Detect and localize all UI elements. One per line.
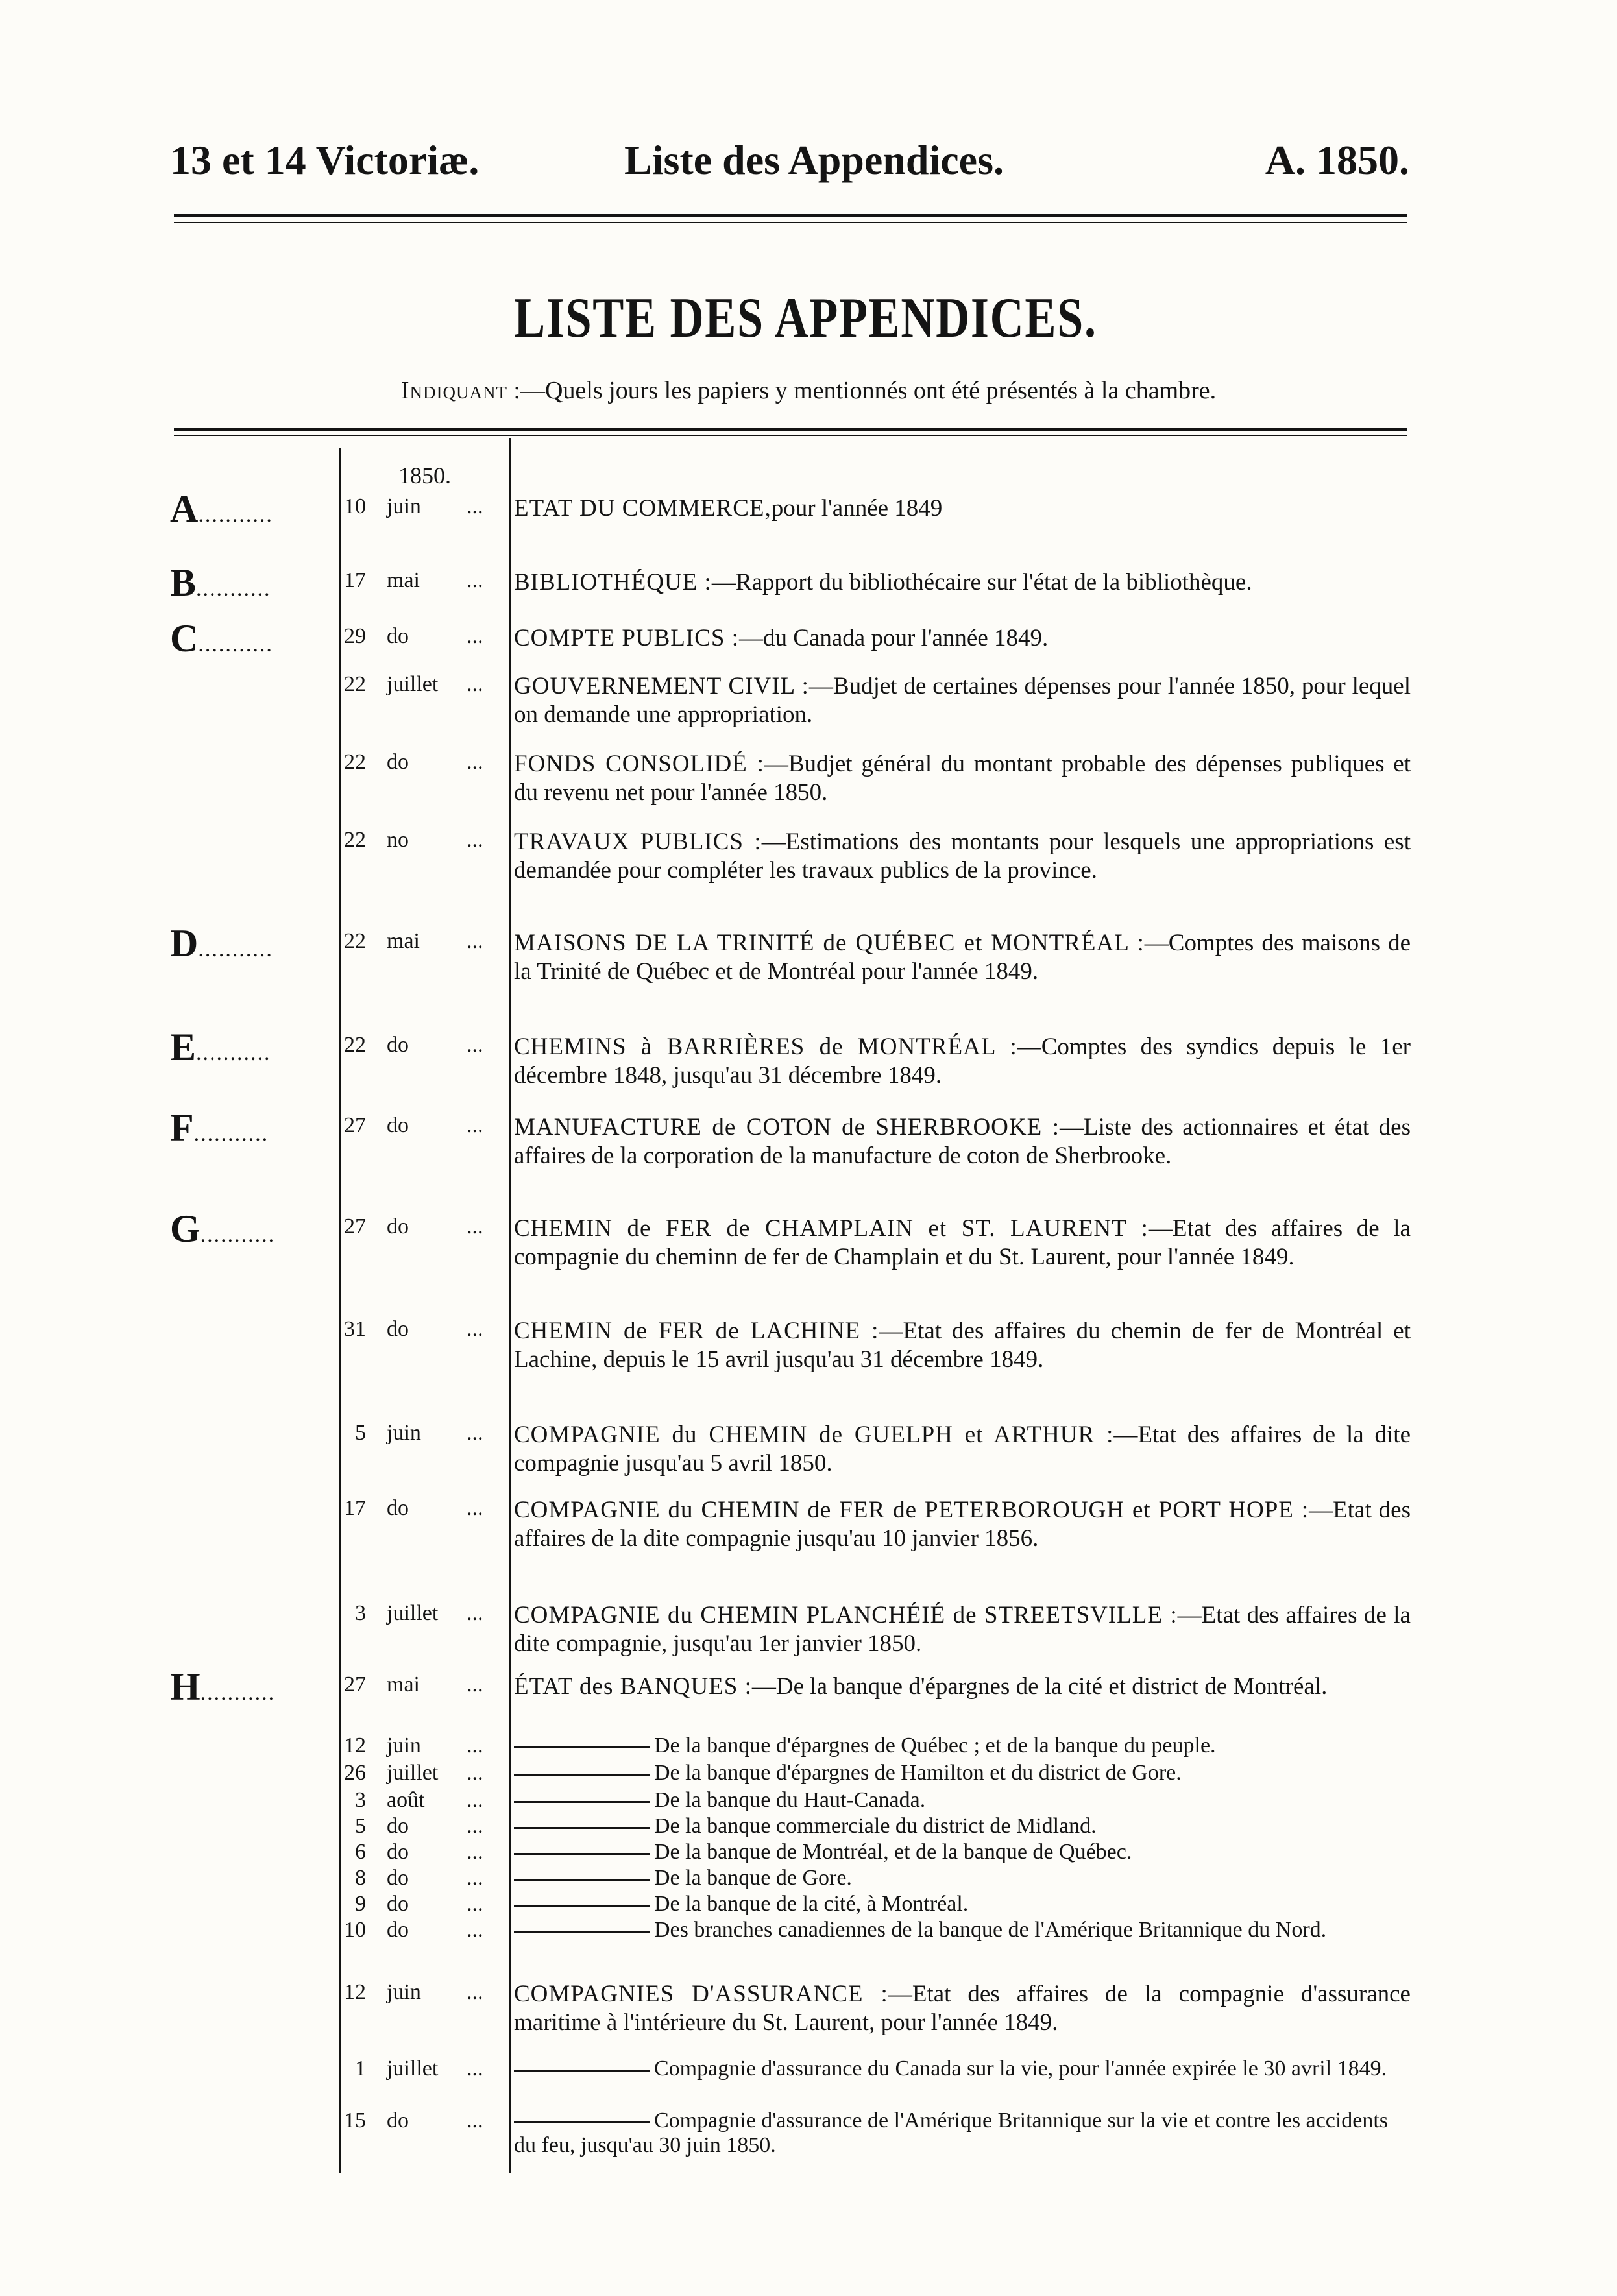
entry-day: 22	[344, 750, 366, 774]
bank-text: De la banque commerciale du district de Midland.	[654, 1814, 1097, 1838]
entry-heading: FONDS CONSOLIDÉ :	[514, 751, 764, 777]
entry-description	[514, 828, 1411, 885]
entry-day: 27	[344, 1673, 366, 1697]
entry-description	[514, 1214, 1411, 1272]
entry-description	[514, 624, 1411, 653]
entry-month: mai	[387, 929, 420, 953]
entry-heading: COMPTE PUBLICS :	[514, 625, 740, 651]
date-leader-dots: ...	[467, 1601, 483, 1625]
appendix-letter: G...........	[170, 1207, 276, 1250]
entry-text: —Budjet général du montant probable des dépenses publiques et du revenu net pour l'année 1850.	[514, 751, 1411, 806]
entry-description	[514, 568, 1411, 597]
entry-heading: COMPAGNIE du CHEMIN de GUELPH et ARTHUR :	[514, 1421, 1114, 1448]
entry-heading: MANUFACTURE de COTON de SHERBROOKE :	[514, 1114, 1060, 1141]
date-leader-dots: ...	[467, 1113, 483, 1137]
entry-description	[514, 1317, 1411, 1374]
entry-text: —De la banque d'épargnes de la cité et district de Montréal.	[751, 1673, 1328, 1700]
insurance-text: Compagnie d'assurance de l'Amérique Britannique sur la vie et contre les accidents du feu, jusqu'au 30 juin 1850.	[514, 2109, 1389, 2157]
entry-description	[514, 1421, 1411, 1478]
entry-month: no	[387, 828, 409, 852]
bank-description	[514, 1918, 1411, 1942]
entry-description	[514, 1113, 1411, 1170]
date-leader-dots: ...	[467, 2057, 483, 2081]
entry-heading: BIBLIOTHÉQUE :	[514, 569, 712, 596]
ditto-dash	[514, 1931, 650, 1933]
entry-day: 1	[355, 2057, 366, 2081]
entry-description	[514, 1496, 1411, 1553]
page-title: LISTE DES APPENDICES.	[513, 287, 1097, 350]
date-leader-dots: ...	[467, 1892, 483, 1916]
entry-month: do	[387, 1892, 409, 1916]
entry-description	[514, 929, 1411, 986]
appendix-letter: C...........	[170, 617, 273, 660]
appendix-letter: D...........	[170, 922, 273, 965]
date-leader-dots: ...	[467, 1814, 483, 1838]
entry-month: do	[387, 1317, 409, 1341]
entry-month: do	[387, 1496, 409, 1520]
bank-text: Des branches canadiennes de la banque de l'Amérique Britannique du Nord.	[654, 1918, 1327, 1942]
bank-description	[514, 1734, 1411, 1758]
entry-month: do	[387, 1214, 409, 1239]
bank-description	[514, 1814, 1411, 1839]
date-leader-dots: ...	[467, 828, 483, 852]
entry-month: do	[387, 1814, 409, 1838]
date-leader-dots: ...	[467, 1918, 483, 1942]
entry-text: —Rapport du bibliothécaire sur l'état de la bibliothèque.	[711, 569, 1252, 596]
date-leader-dots: ...	[467, 1866, 483, 1890]
entry-month: do	[387, 2109, 409, 2133]
date-leader-dots: ...	[467, 1761, 483, 1785]
entry-heading: CHEMINS à BARRIÈRES de MONTRÉAL :	[514, 1033, 1017, 1060]
entry-description	[514, 1673, 1411, 1701]
entry-day: 12	[344, 1980, 366, 2004]
entry-description	[514, 750, 1411, 807]
entry-month: juillet	[387, 2057, 439, 2081]
table-rule-bottom	[174, 435, 1407, 436]
bank-description	[514, 1840, 1411, 1865]
entry-month: do	[387, 750, 409, 774]
entry-day: 27	[344, 1113, 366, 1137]
table-rule-top	[174, 428, 1407, 431]
entry-text: —Comptes des maisons de la Trinité de Québec et de Montréal pour l'année 1849.	[514, 930, 1411, 985]
entry-heading: CHEMIN de FER de CHAMPLAIN et ST. LAURENT :	[514, 1215, 1149, 1242]
date-leader-dots: ...	[467, 568, 483, 592]
subtitle-text: :—Quels jours les papiers y mentionnés ont été présentés à la chambre.	[513, 377, 1217, 404]
appendix-letter: E...........	[170, 1026, 271, 1069]
date-leader-dots: ...	[467, 1214, 483, 1239]
date-leader-dots: ...	[467, 1980, 483, 2004]
bank-description	[514, 1892, 1411, 1916]
entry-text: —Etat des affaires de la dite compagnie jusqu'au 10 janvier 1856.	[514, 1497, 1411, 1552]
entry-text: —Etat des affaires de la dite compagnie jusqu'au 5 avril 1850.	[514, 1421, 1411, 1477]
entry-day: 27	[344, 1214, 366, 1239]
ditto-dash	[514, 1746, 650, 1748]
entry-text: —Liste des actionnaires et état des affaires de la corporation de la manufacture de coton de Sherbrooke.	[514, 1114, 1411, 1169]
entry-day: 22	[344, 672, 366, 696]
entry-month: do	[387, 624, 409, 648]
entry-heading: COMPAGNIES D'ASSURANCE :	[514, 1981, 888, 2007]
entry-day: 22	[344, 929, 366, 953]
entry-month: mai	[387, 568, 420, 592]
entry-day: 17	[344, 568, 366, 592]
entry-day: 3	[355, 1601, 366, 1625]
date-leader-dots: ...	[467, 1317, 483, 1341]
entry-description	[514, 1980, 1411, 2037]
entry-day: 3	[355, 1788, 366, 1812]
entry-month: do	[387, 1918, 409, 1942]
date-leader-dots: ...	[467, 1840, 483, 1864]
date-leader-dots: ...	[467, 1673, 483, 1697]
entry-heading: COMPAGNIE du CHEMIN PLANCHÉIÉ de STREETSVILLE :	[514, 1602, 1178, 1628]
entry-text: —Etat des affaires de la compagnie d'assurance maritime à l'intérieure du St. Laurent, pour l'année 1849.	[514, 1981, 1411, 2036]
column-divider-right	[509, 438, 511, 2173]
entry-day: 22	[344, 828, 366, 852]
bank-description	[514, 1761, 1411, 1785]
date-leader-dots: ...	[467, 750, 483, 774]
appendix-letter: F...........	[170, 1106, 269, 1149]
entry-month: juin	[387, 1980, 421, 2004]
entry-day: 31	[344, 1317, 366, 1341]
entry-description	[514, 1033, 1411, 1090]
header-right: A. 1850.	[1265, 137, 1409, 183]
header-center: Liste des Appendices.	[624, 137, 1004, 183]
entry-month: do	[387, 1840, 409, 1864]
entry-description	[514, 1601, 1411, 1658]
entry-month: do	[387, 1866, 409, 1890]
entry-day: 5	[355, 1421, 366, 1445]
bank-text: De la banque d'épargnes de Québec ; et de la banque du peuple.	[654, 1734, 1216, 1758]
date-leader-dots: ...	[467, 624, 483, 648]
ditto-dash	[514, 2121, 650, 2123]
entry-day: 10	[344, 494, 366, 518]
entry-text: —Etat des affaires de la dite compagnie, jusqu'au 1er janvier 1850.	[514, 1602, 1411, 1657]
entry-heading: CHEMIN de FER de LACHINE :	[514, 1318, 879, 1344]
date-leader-dots: ...	[467, 1496, 483, 1520]
entry-text: —Estimations des montants pour lesquels une appropriations est demandée pour compléter les travaux publics de la province.	[514, 828, 1411, 884]
entry-day: 29	[344, 624, 366, 648]
entry-text: pour l'année 1849	[771, 495, 943, 522]
date-leader-dots: ...	[467, 1033, 483, 1057]
entry-day: 9	[355, 1892, 366, 1916]
entry-month: juin	[387, 1734, 421, 1758]
year-label: 1850.	[398, 463, 451, 489]
entry-month: mai	[387, 1673, 420, 1697]
bank-text: De la banque d'épargnes de Hamilton et du district de Gore.	[654, 1761, 1182, 1785]
ditto-dash	[514, 1827, 650, 1829]
ditto-dash	[514, 1774, 650, 1776]
entry-month: juin	[387, 1421, 421, 1445]
date-leader-dots: ...	[467, 1421, 483, 1445]
bank-description	[514, 1866, 1411, 1891]
entry-text: —Etat des affaires de la compagnie du cheminn de fer de Champlain et du St. Laurent, pour l'année 1849.	[514, 1215, 1411, 1270]
entry-heading: GOUVERNEMENT CIVIL :	[514, 673, 809, 699]
entry-day: 8	[355, 1866, 366, 1890]
entry-month: juillet	[387, 1601, 439, 1625]
insurance-description	[514, 2057, 1411, 2081]
ditto-dash	[514, 2070, 650, 2072]
header-left: 13 et 14 Victoriæ.	[170, 137, 480, 183]
entry-heading: TRAVAUX PUBLICS :	[514, 828, 762, 855]
entry-day: 17	[344, 1496, 366, 1520]
entry-day: 22	[344, 1033, 366, 1057]
running-header	[170, 136, 1409, 195]
entry-text: —Comptes des syndics depuis le 1er décembre 1848, jusqu'au 31 décembre 1849.	[514, 1033, 1411, 1089]
header-rule-top	[174, 214, 1407, 217]
page-subtitle	[0, 376, 1617, 405]
appendix-letter: A...........	[170, 487, 273, 530]
entry-heading: COMPAGNIE du CHEMIN de FER de PETERBOROUGH et PORT HOPE :	[514, 1497, 1309, 1523]
entry-month: do	[387, 1033, 409, 1057]
entry-month: juillet	[387, 672, 439, 696]
date-leader-dots: ...	[467, 2109, 483, 2133]
bank-text: De la banque de la cité, à Montréal.	[654, 1892, 969, 1916]
entry-month: août	[387, 1788, 425, 1812]
appendix-letter: H...........	[170, 1665, 276, 1708]
entry-description	[514, 672, 1411, 729]
bank-text: De la banque de Gore.	[654, 1866, 852, 1890]
entry-day: 5	[355, 1814, 366, 1838]
entry-month: juin	[387, 494, 421, 518]
insurance-description	[514, 2109, 1411, 2158]
ditto-dash	[514, 1879, 650, 1881]
header-rule-bottom	[174, 222, 1407, 223]
subtitle-lead: Indiquant	[400, 377, 507, 404]
entry-heading: ÉTAT des BANQUES :	[514, 1673, 752, 1700]
entry-heading: MAISONS DE LA TRINITÉ de QUÉBEC et MONTRÉAL :	[514, 930, 1145, 956]
date-leader-dots: ...	[467, 672, 483, 696]
entry-description	[514, 494, 1411, 523]
entry-text: —du Canada pour l'année 1849.	[739, 625, 1049, 651]
ditto-dash	[514, 1905, 650, 1907]
bank-text: De la banque du Haut-Canada.	[654, 1788, 926, 1812]
ditto-dash	[514, 1853, 650, 1855]
entry-day: 10	[344, 1918, 366, 1942]
date-leader-dots: ...	[467, 929, 483, 953]
entry-text: —Budjet de certaines dépenses pour l'année 1850, pour lequel on demande une appropriation.	[514, 673, 1411, 728]
bank-description	[514, 1788, 1411, 1813]
appendix-letter: B...........	[170, 561, 271, 604]
ditto-dash	[514, 1801, 650, 1803]
entry-heading: ETAT DU COMMERCE,	[514, 495, 772, 522]
entry-month: do	[387, 1113, 409, 1137]
entry-day: 6	[355, 1840, 366, 1864]
entry-text: —Etat des affaires du chemin de fer de Montréal et Lachine, depuis le 15 avril jusqu'au 31 décembre 1849.	[514, 1318, 1411, 1373]
date-leader-dots: ...	[467, 1788, 483, 1812]
date-leader-dots: ...	[467, 1734, 483, 1758]
date-leader-dots: ...	[467, 494, 483, 518]
entry-day: 26	[344, 1761, 366, 1785]
entry-month: juillet	[387, 1761, 439, 1785]
entry-day: 12	[344, 1734, 366, 1758]
bank-text: De la banque de Montréal, et de la banque de Québec.	[654, 1840, 1132, 1864]
entry-day: 15	[344, 2109, 366, 2133]
insurance-text: Compagnie d'assurance du Canada sur la vie, pour l'année expirée le 30 avril 1849.	[654, 2057, 1387, 2081]
